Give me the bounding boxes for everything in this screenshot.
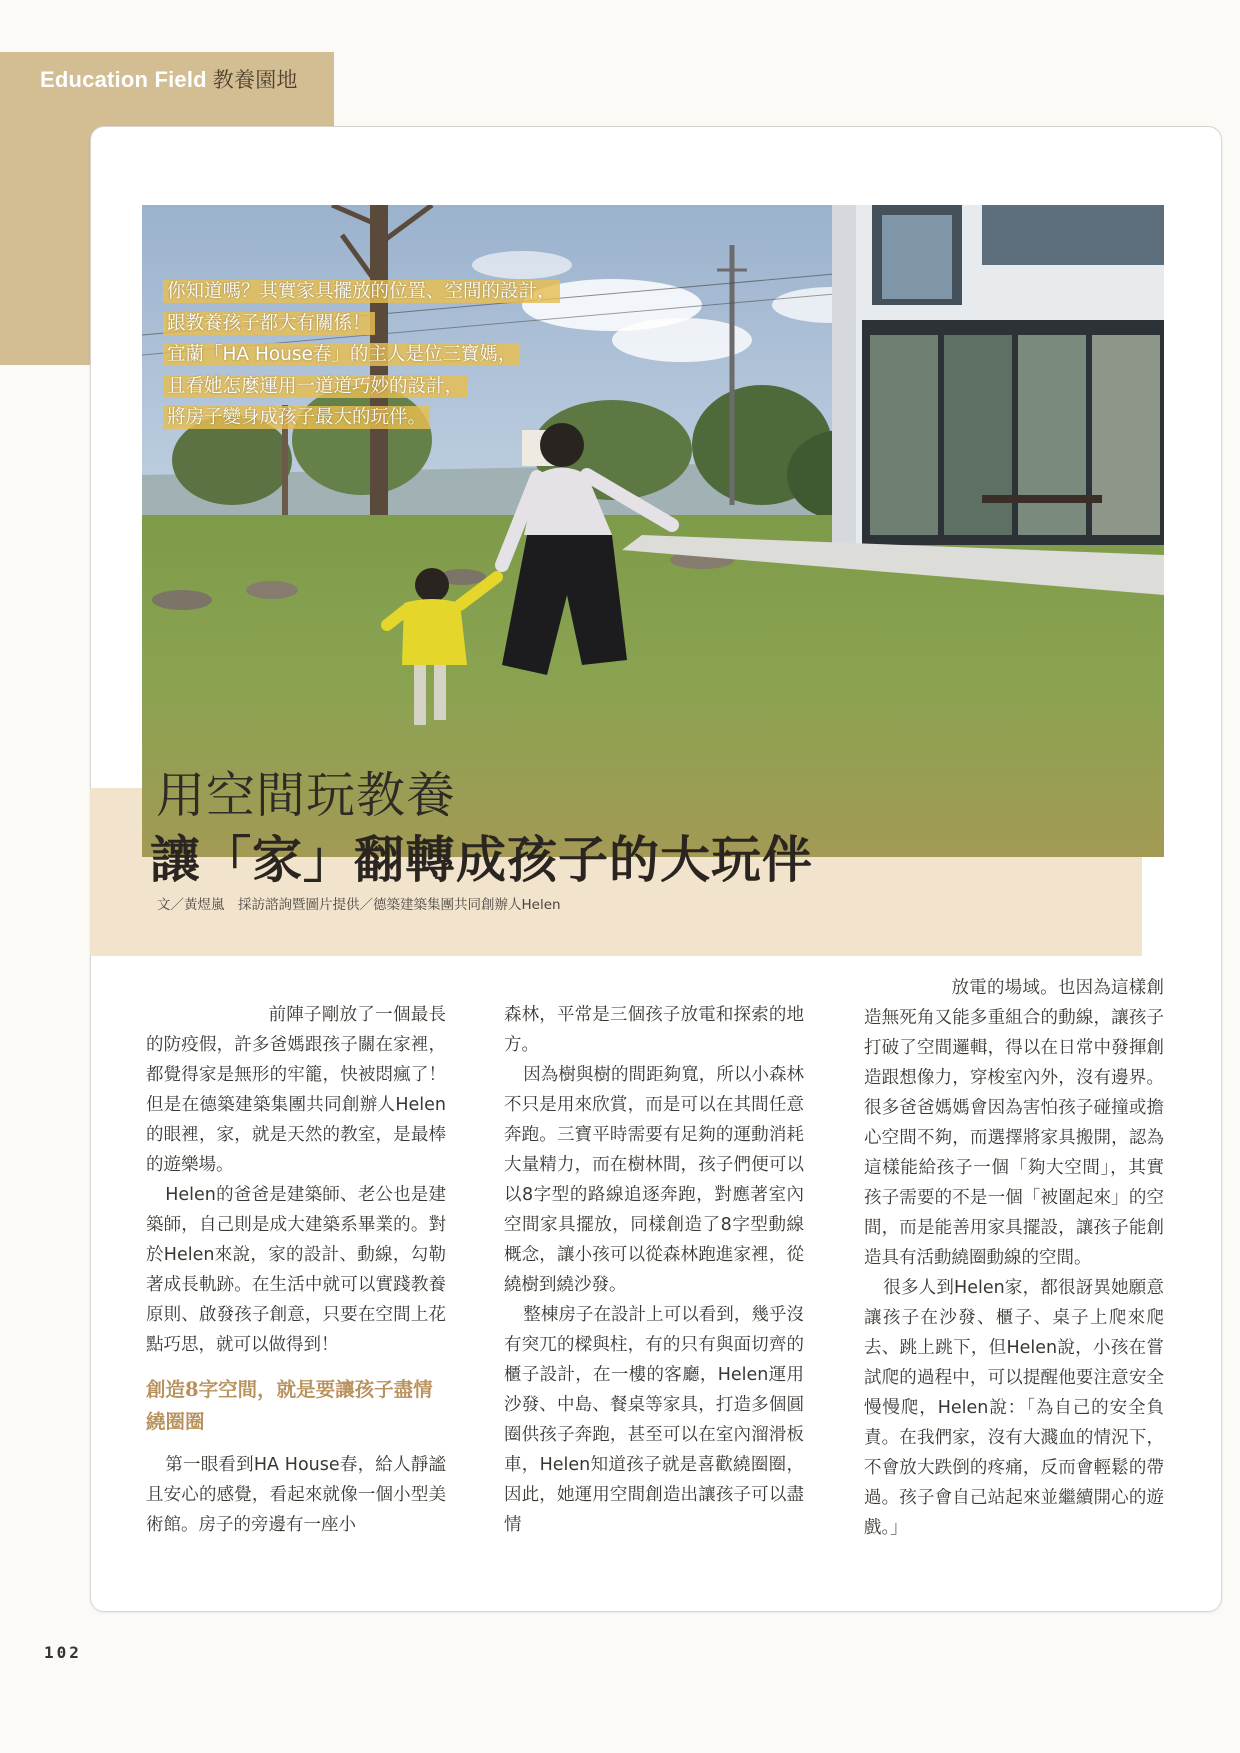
text-column-2 — [504, 1000, 804, 1540]
paragraph: 整棟房子在設計上可以看到，幾乎沒有突兀的樑與柱，有的只有與面切齊的櫃子設計，在一樓的客廳，Helen運用沙發、中島、餐桌等家具，打造多個圓圈供孩子奔跑，甚至可以在室內溜滑板車，Helen知道孩子就是喜歡繞圈圈，因此，她運用空間創造出讓孩子可以盡情 — [504, 1305, 804, 1535]
paragraph: 第一眼看到HA House春，給人靜謐且安心的感覺，看起來就像一個小型美術館。房子的旁邊有一座小 — [146, 1455, 446, 1535]
paragraph: 很多人到Helen家，都很訝異她願意讓孩子在沙發、櫃子、桌子上爬來爬去、跳上跳下，但Helen說，小孩在嘗試爬的過程中，可以提醒他要注意安全慢慢爬，Helen說：「為自己的安全負責。在我們家，沒有大濺血的情況下，不會放大跌倒的疼痛，反而會輕鬆的帶過。孩子會自己站起來並繼續開心的遊戲。」 — [864, 1278, 1164, 1538]
intro-line: 你知道嗎？其實家具擺放的位置、空間的設計， — [163, 276, 763, 308]
text-column-1 — [146, 1000, 446, 1540]
article-title-line1: 用空間玩教養 — [156, 767, 457, 824]
intro-highlight-text — [163, 276, 763, 434]
paragraph: 放電的場域。也因為這樣創造無死角又能多重組合的動線，讓孩子打破了空間邏輯，得以在日常中發揮創造跟想像力，穿梭室內外，沒有邊界。很多爸爸媽媽會因為害怕孩子碰撞或擔心空間不夠，而選擇將家具搬開，認為這樣能給孩子一個「夠大空間」，其實孩子需要的不是一個「被圍起來」的空間，而是能善用家具擺設，讓孩子能創造具有活動繞圈動線的空間。 — [864, 978, 1164, 1268]
paragraph: 因為樹與樹的間距夠寬，所以小森林不只是用來欣賞，而是可以在其間任意奔跑。三寶平時需要有足夠的運動消耗大量精力，而在樹林間，孩子們便可以以8字型的路線追逐奔跑，對應著室內空間家具擺放，同樣創造了8字型動線概念，讓小孩可以從森林跑進家裡，從繞樹到繞沙發。 — [504, 1065, 804, 1295]
intro-line: 且看她怎麼運用一道道巧妙的設計， — [163, 371, 763, 403]
section-label-zh: 教養園地 — [212, 69, 298, 92]
article-byline: 文／黃煜嵐 採訪諮詢暨圖片提供／德築建築集團共同創辦人Helen — [157, 897, 561, 913]
article-title-line2: 讓「家」翻轉成孩子的大玩伴 — [150, 831, 813, 889]
section-heading: 創造8字空間，就是要讓孩子盡情繞圈圈 — [146, 1378, 433, 1433]
intro-line: 跟教養孩子都大有關係！ — [163, 308, 763, 340]
intro-line: 將房子變身成孩子最大的玩伴。 — [163, 402, 763, 434]
text-column-3 — [864, 973, 1164, 1543]
page-number: 102 — [44, 1643, 82, 1662]
paragraph: Helen的爸爸是建築師、老公也是建築師，自己則是成大建築系畢業的。對於Helen來說，家的設計、動線，勾勒著成長軌跡。在生活中就可以實踐教養原則、啟發孩子創意，只要在空間上花點巧思，就可以做得到！ — [146, 1185, 446, 1355]
section-label — [40, 64, 298, 94]
paragraph: 前陣子剛放了一個最長的防疫假，許多爸媽跟孩子關在家裡，都覺得家是無形的牢籠，快被悶瘋了！但是在德築建築集團共同創辦人Helen的眼裡，家，就是天然的教室，是最棒的遊樂場。 — [146, 1005, 446, 1175]
intro-line: 宜蘭「HA House春」的主人是位三寶媽， — [163, 339, 763, 371]
paragraph: 森林，平常是三個孩子放電和探索的地方。 — [504, 1005, 804, 1055]
section-label-en: Education Field — [40, 67, 207, 92]
